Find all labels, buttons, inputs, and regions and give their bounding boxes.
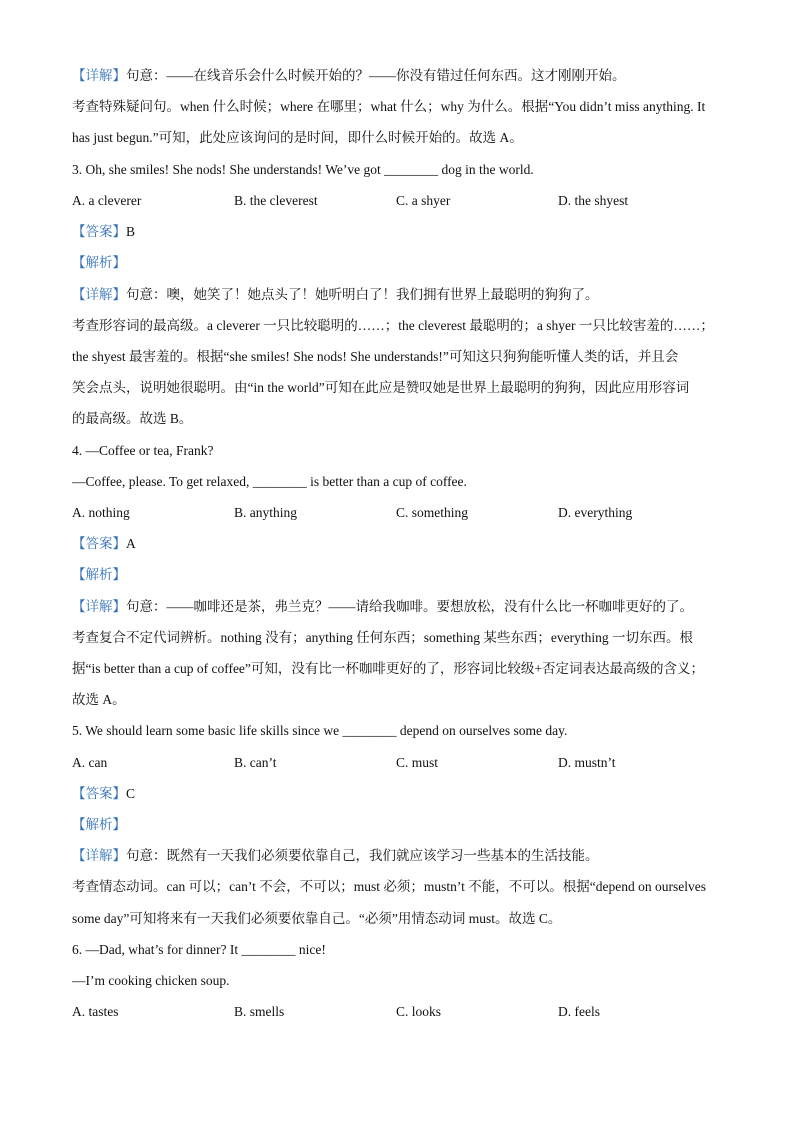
answer-tag: 【答案】	[72, 536, 126, 551]
q4-option-b: B. anything	[234, 505, 297, 520]
q6-option-d: D. feels	[558, 1004, 600, 1019]
q6-option-c: C. looks	[396, 1004, 442, 1019]
q3-analysis-line-3: 笑会点头，说明她很聪明。由“in the world”可知在此应是赞叹她是世界上最聪明的狗狗，因此应用形容词	[72, 380, 690, 395]
answer-value: C	[126, 786, 136, 801]
q3-analysis-line-4: 的最高级。故选 B。	[72, 411, 193, 426]
q3-option-a: A. a cleverer	[72, 193, 142, 208]
q4-stem-line-1: 4. —Coffee or tea, Frank?	[72, 443, 214, 458]
q3-jiexi-tag: 【解析】	[72, 255, 126, 270]
detail-text: 句意：既然有一天我们必须要依靠自己，我们就应该学习一些基本的生活技能。	[126, 848, 599, 863]
answer-tag: 【答案】	[72, 786, 126, 801]
q3-option-d: D. the shyest	[558, 193, 629, 208]
q4-answer	[72, 534, 732, 554]
q3-answer	[72, 222, 732, 242]
q5-option-c: C. must	[396, 755, 439, 770]
q3-analysis-line-1: 考查形容词的最高级。a cleverer 一只比较聪明的……；the cleverest 最聪明的；a shyer 一只比较害羞的……；	[72, 318, 714, 333]
q2-analysis-line-2: has just begun.”可知，此处应该询问的是时间，即什么时候开始的。故选 A。	[72, 130, 523, 145]
q6-option-a: A. tastes	[72, 1004, 119, 1019]
q2-detail	[72, 66, 732, 86]
q4-detail	[72, 597, 732, 617]
q4-option-a: A. nothing	[72, 505, 130, 520]
q4-stem-line-2: —Coffee, please. To get relaxed, ________ is better than a cup of coffee.	[72, 474, 467, 489]
q3-option-c: C. a shyer	[396, 193, 451, 208]
q5-analysis-line-1: 考查情态动词。can 可以；can’t 不会，不可以；must 必须；mustn’t 不能，不可以。根据“depend on ourselves	[72, 879, 706, 894]
detail-text: 句意：噢，她笑了！她点头了！她听明白了！我们拥有世界上最聪明的狗狗了。	[126, 287, 599, 302]
q4-analysis-line-3: 故选 A。	[72, 692, 126, 707]
answer-tag: 【答案】	[72, 224, 126, 239]
q5-analysis-line-2: some day”可知将来有一天我们必须要依靠自己。“必须”用情态动词 must。故选 C。	[72, 911, 562, 926]
answer-value: A	[126, 536, 136, 551]
q2-analysis-line-1: 考查特殊疑问句。when 什么时候；where 在哪里；what 什么；why 为什么。根据“You didn’t miss anything. It	[72, 99, 706, 114]
q5-detail	[72, 846, 732, 866]
q3-option-b: B. the cleverest	[234, 193, 318, 208]
q6-option-b: B. smells	[234, 1004, 285, 1019]
detail-tag: 【详解】	[72, 287, 126, 302]
q4-option-d: D. everything	[558, 505, 633, 520]
answer-value: B	[126, 224, 136, 239]
q3-analysis-line-2: the shyest 最害羞的。根据“she smiles! She nods! She understands!”可知这只狗狗能听懂人类的话，并且会	[72, 349, 679, 364]
detail-text: 句意：——咖啡还是茶，弗兰克？——请给我咖啡。要想放松，没有什么比一杯咖啡更好的了。	[126, 599, 693, 614]
q5-option-b: B. can’t	[234, 755, 277, 770]
q4-jiexi-tag: 【解析】	[72, 567, 126, 582]
q4-analysis-line-1: 考查复合不定代词辨析。nothing 没有；anything 任何东西；something 某些东西；everything 一切东西。根	[72, 630, 693, 645]
q6-stem-line-1: 6. —Dad, what’s for dinner? It ________ nice!	[72, 942, 326, 957]
q5-option-d: D. mustn’t	[558, 755, 616, 770]
detail-tag: 【详解】	[72, 68, 126, 83]
q4-analysis-line-2: 据“is better than a cup of coffee”可知，没有比一杯咖啡更好的了，形容词比较级+否定词表达最高级的含义；	[72, 661, 705, 676]
q4-option-c: C. something	[396, 505, 469, 520]
q5-stem: 5. We should learn some basic life skills since we ________ depend on ourselves some day.	[72, 723, 568, 738]
q5-option-a: A. can	[72, 755, 108, 770]
q3-detail	[72, 285, 732, 305]
detail-tag: 【详解】	[72, 599, 126, 614]
q6-stem-line-2: —I’m cooking chicken soup.	[72, 973, 230, 988]
detail-tag: 【详解】	[72, 848, 126, 863]
q3-stem: 3. Oh, she smiles! She nods! She understands! We’ve got ________ dog in the world.	[72, 162, 534, 177]
detail-text: 句意：——在线音乐会什么时候开始的？——你没有错过任何东西。这才刚刚开始。	[126, 68, 626, 83]
q5-answer	[72, 784, 732, 804]
q5-jiexi-tag: 【解析】	[72, 817, 126, 832]
